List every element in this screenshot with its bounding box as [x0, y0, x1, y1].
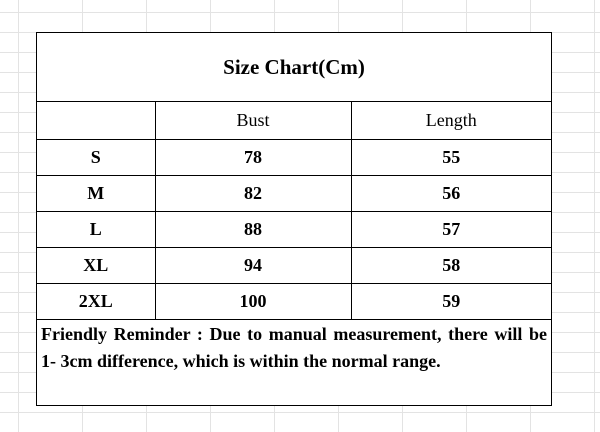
size-chart	[36, 32, 552, 406]
size-cell: S	[37, 140, 155, 176]
size-cell: L	[37, 212, 155, 248]
table-row	[37, 176, 551, 212]
table-header-row	[37, 101, 551, 140]
length-cell: 57	[351, 212, 551, 248]
table-row	[37, 248, 551, 284]
chart-title: Size Chart(Cm)	[37, 33, 551, 102]
length-cell: 56	[351, 176, 551, 212]
table-row	[37, 140, 551, 176]
length-cell: 58	[351, 248, 551, 284]
size-cell: XL	[37, 248, 155, 284]
table-row	[37, 284, 551, 320]
size-cell: 2XL	[37, 284, 155, 320]
bust-cell: 78	[155, 140, 351, 176]
size-cell: M	[37, 176, 155, 212]
bust-cell: 100	[155, 284, 351, 320]
friendly-reminder-note: Friendly Reminder : Due to manual measurement, there will be 1- 3cm difference, which is within the normal range.	[41, 324, 547, 371]
header-size	[37, 101, 155, 140]
header-length: Length	[351, 101, 551, 140]
bust-cell: 94	[155, 248, 351, 284]
size-table	[37, 101, 551, 320]
bust-cell: 88	[155, 212, 351, 248]
header-bust: Bust	[155, 101, 351, 140]
length-cell: 59	[351, 284, 551, 320]
table-row	[37, 212, 551, 248]
length-cell: 55	[351, 140, 551, 176]
bust-cell: 82	[155, 176, 351, 212]
